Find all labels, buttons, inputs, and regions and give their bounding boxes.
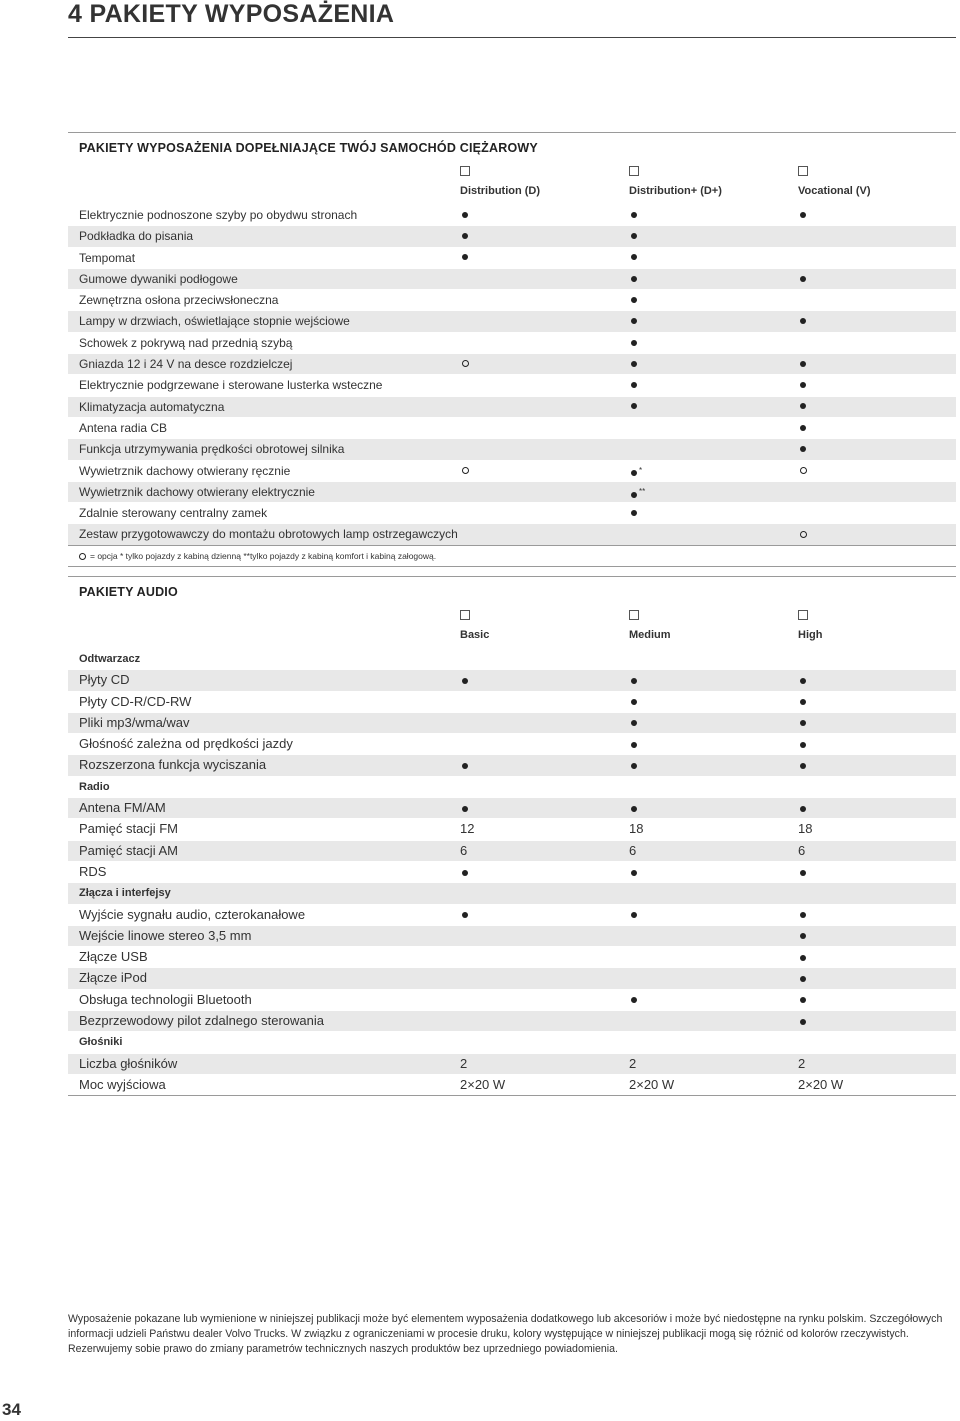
column-header: Vocational (V) — [798, 185, 871, 197]
standard-dot-icon — [629, 670, 637, 690]
standard-dot-icon — [629, 503, 637, 523]
row-label: Pamięć stacji AM — [79, 842, 178, 858]
row-label: Złącze iPod — [79, 970, 147, 986]
option-ring-icon — [460, 354, 469, 374]
standard-dot-icon — [460, 862, 468, 882]
cell-value: 6 — [798, 842, 806, 858]
standard-dot-icon — [460, 670, 468, 690]
row-label: Tempomat — [79, 250, 136, 265]
table-row — [68, 712, 956, 733]
checkbox-high[interactable] — [798, 610, 808, 620]
table-row — [68, 460, 956, 481]
table-row — [68, 225, 956, 246]
standard-dot-icon — [460, 248, 468, 268]
row-label: Wyjście sygnału audio, czterokanałowe — [79, 906, 306, 922]
equipment-note — [68, 545, 956, 567]
cell-value: 2×20 W — [629, 1076, 675, 1092]
table-row — [68, 861, 956, 882]
standard-dot-icon — [798, 269, 806, 289]
checkbox-basic[interactable] — [460, 610, 470, 620]
row-label: Pamięć stacji FM — [79, 821, 178, 837]
row-label: Gumowe dywaniki podłogowe — [79, 271, 238, 286]
table-row — [68, 797, 956, 818]
standard-dot-icon — [629, 692, 637, 712]
checkbox-distribution-plus[interactable] — [629, 166, 639, 176]
standard-dot-icon — [629, 290, 637, 310]
standard-dot-icon — [629, 990, 637, 1010]
row-label: Wejście linowe stereo 3,5 mm — [79, 927, 252, 943]
standard-dot-icon — [460, 205, 468, 225]
option-ring-icon — [79, 553, 86, 560]
equipment-checkbox-row — [68, 163, 956, 183]
column-header: Medium — [629, 629, 671, 641]
option-ring-icon — [798, 461, 807, 481]
section-title: Odtwarzacz — [79, 653, 141, 665]
column-header: Basic — [460, 629, 490, 641]
section-title: Złącza i interfejsy — [79, 887, 171, 900]
section-header-row — [68, 648, 956, 669]
cell-value: 18 — [798, 821, 813, 837]
audio-bottom-rule — [68, 1095, 956, 1096]
row-label: Płyty CD — [79, 672, 130, 688]
equipment-rows — [68, 204, 956, 545]
standard-dot-icon — [798, 418, 806, 438]
column-header: Distribution (D) — [460, 185, 541, 197]
standard-dot-icon — [798, 905, 806, 925]
standard-dot-icon — [798, 439, 806, 459]
table-row — [68, 904, 956, 925]
standard-dot-icon — [798, 1011, 806, 1031]
checkbox-medium[interactable] — [629, 610, 639, 620]
cell-value: 2 — [629, 1055, 637, 1071]
row-label: Bezprzewodowy pilot zdalnego sterowania — [79, 1013, 324, 1029]
row-label: Podkładka do pisania — [79, 229, 194, 244]
table-row — [68, 502, 956, 523]
page-number: 34 — [2, 1400, 21, 1419]
cell-value: 2 — [798, 1055, 806, 1071]
standard-dot-icon — [629, 248, 637, 268]
table-row — [68, 733, 956, 754]
table-row — [68, 396, 956, 417]
standard-dot-icon — [798, 798, 806, 818]
standard-dot-icon — [629, 269, 637, 289]
standard-dot-icon — [798, 926, 806, 946]
footer-disclaimer: Wyposażenie pokazane lub wymienione w niniejszej publikacji może być elementem wyposażenia dodatkowego lub akcesoriów i może być niedostępne na rynku polskim. Szczegółowych informacji udzieli Państwu dealer Volvo Trucks. W związku z ograniczeniami w procesie druku, kolory występujące w niniejszej publikacji mogą się różnić od kolorów rzeczywistych. Rezerwujemy sobie prawo do zmiany parametrów technicznych naszych produktów bez uprzedniego powiadomienia. — [68, 1313, 943, 1355]
standard-dot-icon — [798, 862, 806, 882]
equipment-table — [68, 132, 956, 567]
row-label: Pliki mp3/wma/wav — [79, 714, 190, 730]
equipment-column-headers — [68, 183, 956, 204]
standard-dot-icon — [629, 205, 637, 225]
audio-table — [68, 576, 956, 1096]
standard-dot-icon — [629, 798, 637, 818]
table-row — [68, 1053, 956, 1074]
title-divider — [68, 37, 956, 38]
standard-dot-icon — [798, 968, 806, 988]
table-row — [68, 204, 956, 225]
table-row — [68, 1010, 956, 1031]
table-row — [68, 523, 956, 544]
standard-dot-icon — [629, 862, 637, 882]
cell-value: 2×20 W — [460, 1076, 506, 1092]
table-row — [68, 332, 956, 353]
table-row — [68, 840, 956, 861]
standard-dot-icon — [460, 755, 468, 775]
cell-value: 6 — [460, 842, 468, 858]
row-label: Zewnętrzna osłona przeciwsłoneczna — [79, 293, 279, 308]
row-label: Złącze USB — [79, 949, 148, 965]
table-row — [68, 374, 956, 395]
table-row — [68, 989, 956, 1010]
row-label: Elektrycznie podgrzewane i sterowane lusterka wsteczne — [79, 378, 383, 393]
cell-value: 6 — [629, 842, 637, 858]
table-row — [68, 925, 956, 946]
cell-value: 2 — [460, 1055, 468, 1071]
standard-dot-icon — [798, 755, 806, 775]
audio-rows — [68, 648, 956, 1095]
section-header-row — [68, 882, 956, 903]
row-label: Liczba głośników — [79, 1055, 178, 1071]
standard-dot-icon — [629, 734, 637, 754]
section-title: Radio — [79, 780, 110, 793]
table-row — [68, 417, 956, 438]
table-row — [68, 289, 956, 310]
table-row — [68, 754, 956, 775]
standard-dot-icon — [629, 354, 637, 374]
table-row — [68, 268, 956, 289]
audio-column-headers — [68, 627, 956, 648]
standard-dot-icon: * — [629, 461, 642, 484]
checkbox-distribution[interactable] — [460, 166, 470, 176]
option-ring-icon — [798, 524, 807, 544]
standard-dot-icon — [798, 734, 806, 754]
standard-dot-icon — [629, 397, 637, 417]
row-label: Gniazda 12 i 24 V na desce rozdzielczej — [79, 357, 293, 372]
row-label: Klimatyzacja automatyczna — [79, 399, 225, 414]
table-row — [68, 1074, 956, 1095]
row-label: Lampy w drzwiach, oświetlające stopnie wejściowe — [79, 314, 350, 329]
standard-dot-icon — [629, 226, 637, 246]
row-label: Moc wyjściowa — [79, 1076, 166, 1092]
standard-dot-icon — [798, 205, 806, 225]
row-label: Rozszerzona funkcja wyciszania — [79, 757, 267, 773]
row-label: Płyty CD-R/CD-RW — [79, 693, 192, 709]
table-row — [68, 669, 956, 690]
row-label: Wywietrznik dachowy otwierany ręcznie — [79, 463, 291, 478]
standard-dot-icon — [798, 713, 806, 733]
table-row — [68, 247, 956, 268]
row-label: Schowek z pokrywą nad przednią szybą — [79, 335, 293, 350]
standard-dot-icon — [798, 670, 806, 690]
table-row — [68, 481, 956, 502]
standard-dot-icon — [798, 692, 806, 712]
column-header: Distribution+ (D+) — [629, 185, 722, 197]
standard-dot-icon — [798, 311, 806, 331]
standard-dot-icon — [629, 333, 637, 353]
table-row — [68, 967, 956, 988]
table-row — [68, 946, 956, 967]
row-label: Zdalnie sterowany centralny zamek — [79, 506, 268, 521]
table-row — [68, 310, 956, 331]
equipment-heading: PAKIETY WYPOSAŻENIA DOPEŁNIAJĄCE TWÓJ SAMOCHÓD CIĘŻAROWY — [68, 132, 956, 163]
cell-value: 2×20 W — [798, 1076, 844, 1092]
section-header-row — [68, 1031, 956, 1052]
option-ring-icon — [460, 461, 469, 481]
table-row — [68, 353, 956, 374]
section-header-row — [68, 776, 956, 797]
standard-dot-icon — [460, 226, 468, 246]
standard-dot-icon — [798, 990, 806, 1010]
column-header: High — [798, 629, 823, 641]
standard-dot-icon — [629, 755, 637, 775]
standard-dot-icon — [629, 905, 637, 925]
row-label: Funkcja utrzymywania prędkości obrotowej silnika — [79, 442, 345, 457]
standard-dot-icon — [629, 311, 637, 331]
row-label: Antena FM/AM — [79, 800, 166, 816]
standard-dot-icon — [798, 947, 806, 967]
standard-dot-icon — [798, 354, 806, 374]
row-label: Elektrycznie podnoszone szyby po obydwu stronach — [79, 208, 358, 222]
row-label: Wywietrznik dachowy otwierany elektrycznie — [79, 484, 315, 499]
table-row — [68, 691, 956, 712]
note-text: = opcja * tylko pojazdy z kabiną dzienną **tylko pojazdy z kabiną komfort i kabiną załogową. — [90, 550, 437, 561]
row-label: Głośność zależna od prędkości jazdy — [79, 736, 293, 752]
standard-dot-icon: ** — [629, 482, 645, 505]
table-row — [68, 818, 956, 839]
audio-checkbox-row — [68, 607, 956, 627]
audio-heading: PAKIETY AUDIO — [68, 576, 956, 607]
standard-dot-icon — [798, 397, 806, 417]
checkbox-vocational[interactable] — [798, 166, 808, 176]
standard-dot-icon — [629, 713, 637, 733]
row-label: RDS — [79, 863, 107, 879]
standard-dot-icon — [629, 375, 637, 395]
row-label: Obsługa technologii Bluetooth — [79, 991, 252, 1007]
standard-dot-icon — [460, 905, 468, 925]
section-title: Głośniki — [79, 1036, 123, 1049]
row-label: Zestaw przygotowawczy do montażu obrotowych lamp ostrzegawczych — [79, 527, 458, 542]
table-row — [68, 438, 956, 459]
standard-dot-icon — [460, 798, 468, 818]
standard-dot-icon — [798, 375, 806, 395]
row-label: Antena radia CB — [79, 420, 168, 435]
page-title: 4 PAKIETY WYPOSAŻENIA — [68, 0, 395, 28]
cell-value: 12 — [460, 821, 475, 837]
cell-value: 18 — [629, 821, 644, 837]
